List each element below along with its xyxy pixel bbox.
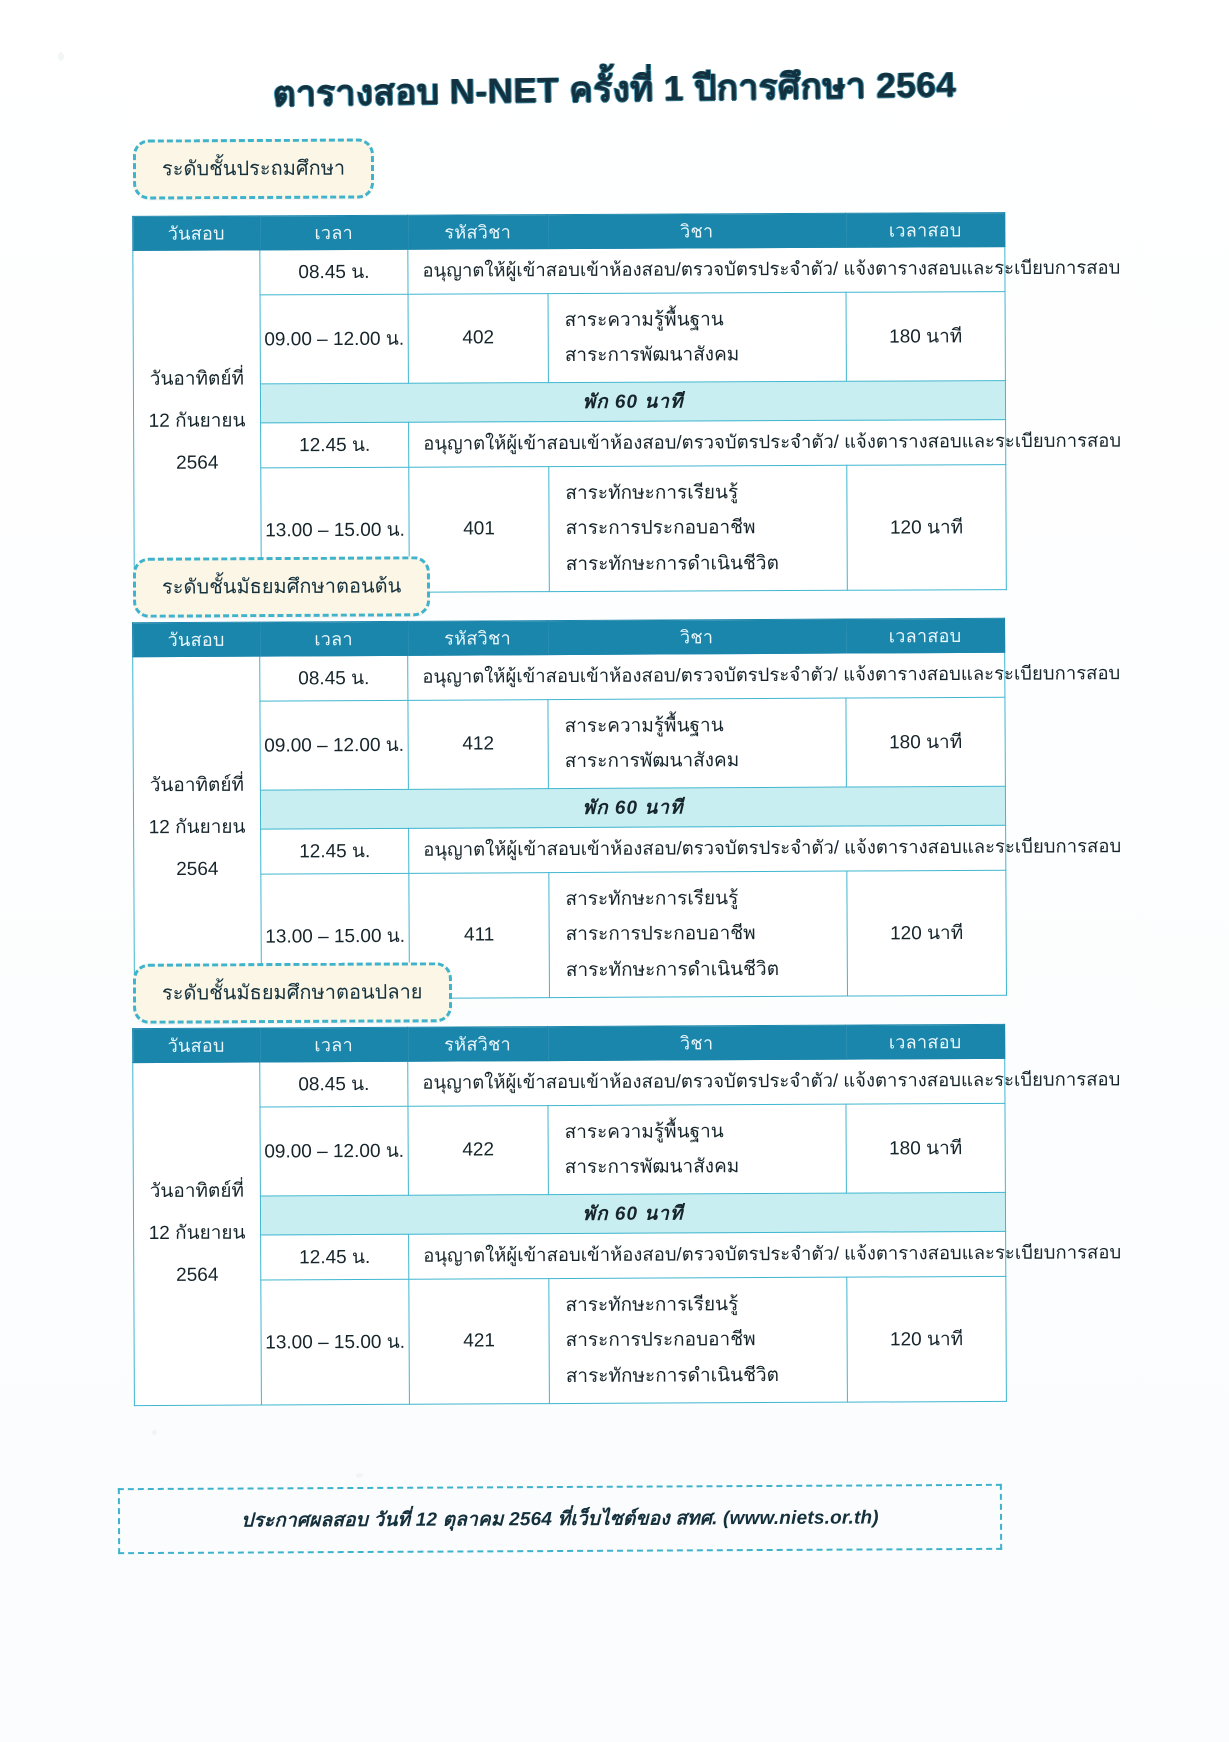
table-row (134, 420, 1006, 469)
subject-line: สาระทักษะการดำเนินชีวิต (565, 552, 779, 575)
column-header-duration: เวลาสอบ (846, 618, 1005, 653)
duration-afternoon: 120 นาที (847, 465, 1007, 590)
exam-date-line-3: 2564 (176, 452, 219, 474)
exam-slot-afternoon: 13.00 – 15.00 น. (261, 874, 410, 999)
table-row (133, 697, 1005, 791)
column-header-time: เวลา (260, 215, 408, 250)
duration-afternoon: 120 นาที (847, 1277, 1007, 1402)
subject-list-morning (548, 1104, 846, 1195)
exam-date-line-1: วันอาทิตย์ที่ (149, 368, 245, 390)
exam-date-line-2: 12 กันยายน (148, 1222, 246, 1245)
subject-list-morning (548, 698, 846, 789)
notice-text-afternoon: อนุญาตให้ผู้เข้าสอบเข้าห้องสอบ/ตรวจบัตรประจำตัว/ แจ้งตารางสอบและระเบียบการสอบ (409, 420, 1006, 468)
column-header-code: รหัสวิชา (408, 215, 548, 250)
break-row: พัก 60 นาที (260, 786, 1005, 829)
subject-line: สาระการประกอบอาชีพ (565, 1329, 756, 1352)
subject-line: สาระการพัฒนาสังคม (564, 344, 740, 367)
table-row (133, 292, 1005, 385)
subject-line: สาระทักษะการดำเนินชีวิต (565, 958, 780, 981)
exam-date-line-3: 2564 (176, 1264, 219, 1286)
notice-text-morning: อนุญาตให้ผู้เข้าสอบเข้าห้องสอบ/ตรวจบัตรประจำตัว/ แจ้งตารางสอบและระเบียบการสอบ (408, 652, 1005, 700)
exam-slot-morning: 09.00 – 12.00 น. (260, 700, 408, 790)
table-header-row (133, 618, 1005, 657)
scan-artifact (58, 52, 64, 61)
subject-code-morning: 402 (408, 294, 548, 384)
notice-text-morning: อนุญาตให้ผู้เข้าสอบเข้าห้องสอบ/ตรวจบัตรประจำตัว/ แจ้งตารางสอบและระเบียบการสอบ (408, 247, 1005, 295)
subject-line: สาระความรู้พื้นฐาน (564, 1121, 724, 1144)
scan-artifact (152, 1430, 157, 1435)
table-header-row (133, 213, 1005, 251)
column-header-duration: เวลาสอบ (846, 1024, 1005, 1059)
scan-artifact (356, 1473, 363, 1478)
exam-slot-afternoon: 13.00 – 15.00 น. (261, 1280, 410, 1405)
subject-line: สาระการประกอบอาชีพ (565, 923, 756, 946)
column-header-subject: วิชา (548, 619, 846, 655)
exam-slot-morning: 09.00 – 12.00 น. (260, 294, 408, 384)
subject-line: สาระทักษะการเรียนรู้ (565, 482, 739, 505)
notice-text-afternoon: อนุญาตให้ผู้เข้าสอบเข้าห้องสอบ/ตรวจบัตรประจำตัว/ แจ้งตารางสอบและระเบียบการสอบ (409, 825, 1006, 873)
subject-line: สาระการประกอบอาชีพ (565, 517, 756, 540)
subject-list-afternoon (549, 871, 848, 997)
break-row: พัก 60 นาที (260, 381, 1005, 423)
notice-time-morning: 08.45 น. (260, 1061, 408, 1107)
subject-code-afternoon: 421 (409, 1279, 550, 1404)
notice-time-morning: 08.45 น. (260, 655, 408, 701)
page-title: ตารางสอบ N-NET ครั้งที่ 1 ปีการศึกษา 2564 (272, 65, 957, 114)
exam-date-cell (133, 656, 262, 999)
exam-date-cell (133, 1062, 262, 1405)
column-header-time: เวลา (260, 1027, 408, 1062)
column-header-subject: วิชา (548, 1025, 846, 1060)
table-row (133, 1103, 1005, 1197)
exam-date-line-2: 12 กันยายน (148, 410, 246, 432)
subject-list-morning (548, 292, 846, 383)
schedule-table-lower-secondary (132, 618, 1122, 1000)
schedule-table-primary (132, 212, 1122, 594)
duration-morning: 180 นาที (846, 1103, 1005, 1193)
column-header-subject: วิชา (548, 213, 846, 248)
subject-line: สาระทักษะการดำเนินชีวิต (565, 1364, 780, 1387)
subject-list-afternoon (549, 466, 848, 592)
schedule-table-upper-secondary (132, 1024, 1122, 1406)
column-header-day: วันสอบ (133, 216, 260, 251)
column-header-day: วันสอบ (133, 1028, 260, 1063)
subject-line: สาระทักษะการเรียนรู้ (565, 888, 739, 911)
table-row (133, 652, 1005, 702)
subject-code-afternoon: 411 (409, 873, 550, 998)
table-row (134, 1232, 1006, 1281)
table-row-break (133, 381, 1005, 424)
table-row-break (133, 1193, 1005, 1236)
column-header-code: รหัสวิชา (408, 621, 548, 656)
section-badge-primary: ระดับชั้นประถมศึกษา (133, 138, 374, 199)
table-row (133, 247, 1005, 296)
subject-line: สาระการพัฒนาสังคม (564, 750, 740, 773)
subject-line: สาระความรู้พื้นฐาน (564, 715, 724, 738)
subject-code-afternoon: 401 (409, 467, 550, 592)
subject-list-afternoon (549, 1277, 848, 1403)
table-row (133, 1058, 1005, 1107)
subject-line: สาระทักษะการเรียนรู้ (565, 1294, 739, 1317)
table-row (134, 825, 1006, 875)
exam-date-cell (133, 250, 261, 593)
column-header-code: รหัสวิชา (408, 1027, 548, 1062)
notice-time-afternoon: 12.45 น. (261, 1235, 409, 1281)
exam-date-line-1: วันอาทิตย์ที่ (149, 1180, 245, 1203)
column-header-day: วันสอบ (133, 622, 260, 657)
duration-morning: 180 นาที (846, 292, 1005, 382)
notice-text-morning: อนุญาตให้ผู้เข้าสอบเข้าห้องสอบ/ตรวจบัตรประจำตัว/ แจ้งตารางสอบและระเบียบการสอบ (408, 1058, 1005, 1106)
table-header-row (133, 1024, 1005, 1062)
notice-time-afternoon: 12.45 น. (261, 422, 409, 468)
table-row-break (133, 786, 1005, 830)
subject-line: สาระการพัฒนาสังคม (564, 1156, 740, 1179)
result-announcement-note: ประกาศผลสอบ วันที่ 12 ตุลาคม 2564 ที่เว็บไซต์ของ สทศ. (www.niets.or.th) (118, 1484, 1002, 1554)
column-header-time: เวลา (260, 621, 408, 656)
duration-morning: 180 นาที (846, 697, 1005, 787)
notice-text-afternoon: อนุญาตให้ผู้เข้าสอบเข้าห้องสอบ/ตรวจบัตรประจำตัว/ แจ้งตารางสอบและระเบียบการสอบ (409, 1232, 1006, 1280)
notice-time-afternoon: 12.45 น. (261, 829, 409, 875)
subject-code-morning: 412 (408, 700, 548, 790)
duration-afternoon: 120 นาที (847, 870, 1007, 995)
subject-line: สาระความรู้พื้นฐาน (564, 309, 724, 332)
column-header-duration: เวลาสอบ (846, 213, 1005, 248)
subject-code-morning: 422 (408, 1106, 548, 1196)
table-row (134, 1277, 1007, 1406)
exam-date-line-3: 2564 (176, 858, 219, 880)
section-badge-lower-secondary: ระดับชั้นมัธยมศึกษาตอนต้น (133, 556, 431, 618)
section-badge-upper-secondary: ระดับชั้นมัธยมศึกษาตอนปลาย (133, 962, 452, 1024)
exam-slot-afternoon: 13.00 – 15.00 น. (261, 467, 410, 592)
exam-slot-morning: 09.00 – 12.00 น. (260, 1106, 408, 1196)
break-row: พัก 60 นาที (260, 1193, 1005, 1236)
exam-date-line-2: 12 กันยายน (148, 816, 246, 839)
exam-date-line-1: วันอาทิตย์ที่ (149, 774, 245, 797)
notice-time-morning: 08.45 น. (260, 249, 408, 295)
